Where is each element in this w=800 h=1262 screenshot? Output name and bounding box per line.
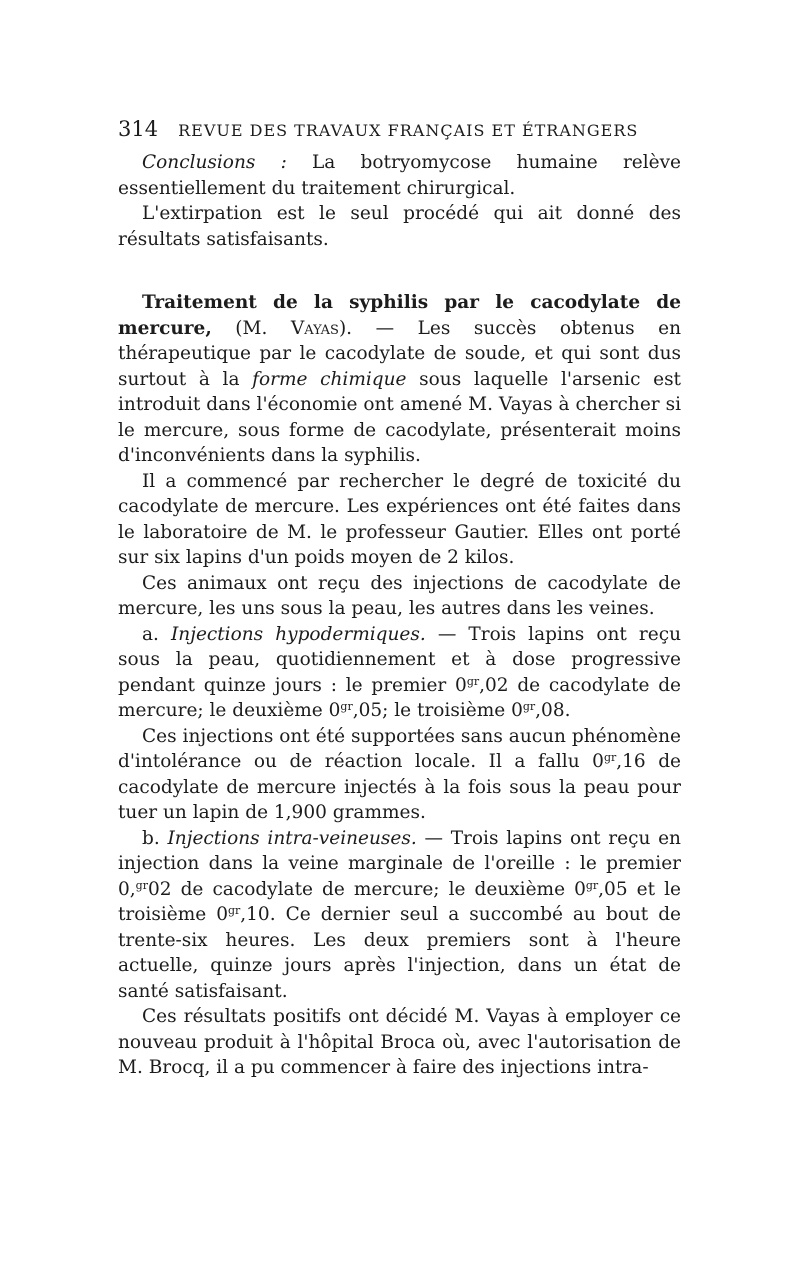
paragraph-animals: [118, 571, 681, 622]
intravenous-t4: ,10. Ce dernier seul a succombé au bout de trente-six heures. Les deux premiers sont à l'heure actuelle, quinze jours après l'injection, dans un état de santé satisfaisant.: [118, 904, 681, 1002]
paragraph-extirpation: [118, 201, 681, 252]
extirpation-text: L'extirpation est le seul procédé qui ait donné des résultats satisfaisants.: [118, 203, 681, 250]
gram-unit: gr: [585, 878, 599, 892]
hypodermic-t3: ,05; le troisième 0: [352, 700, 523, 721]
author-open: (M.: [211, 317, 291, 339]
gram-unit: gr: [135, 878, 148, 892]
paragraph-syphilis-treatment: [118, 290, 681, 469]
gram-unit: gr: [227, 904, 241, 917]
intravenous-marker: b.: [142, 827, 168, 849]
results-text: Ces résultats positifs ont décidé M. Vayas à employer ce nouveau produit à l'hôpital Broca où, avec l'autorisation de M. Brocq, il a pu commencer à faire des injections intra-: [118, 1006, 681, 1078]
tolerance-t2: ,16 de cacodylate de mercure injectés à la fois sous la peau pour tuer un lapin de 1,900 grammes.: [118, 751, 682, 823]
conclusions-text: La botryomycose humaine relève essentiellement du traitement chirurgical.: [118, 152, 681, 199]
running-header: [118, 117, 678, 141]
gram-unit: gr: [522, 700, 536, 713]
syphilis-text-b: sous laquelle l'arsenic est introduit dans l'économie ont amené M. Vayas à chercher si le mercure, sous forme de cacodylate, présenterait moins d'inconvénients dans la syphilis.: [118, 368, 681, 466]
paragraph-tolerance: [118, 724, 681, 826]
intravenous-t3: ,05 et le troisième 0: [118, 878, 681, 925]
hypodermic-marker: a.: [142, 623, 171, 645]
section-title: Traitement de la syphilis par le cacodylate de mercure,: [118, 292, 681, 339]
hypodermic-t4: ,08.: [535, 700, 571, 721]
intravenous-heading: Injections intra-veineuses.: [167, 827, 417, 849]
page-number: 314: [118, 117, 159, 141]
gram-unit: gr: [466, 674, 480, 688]
intravenous-t1: — Trois lapins ont reçu en injection dans la veine marginale de l'oreille : le premier 0,: [118, 827, 681, 900]
paragraph-intravenous: [118, 826, 681, 1005]
intravenous-t2: 02 de cacodylate de mercure; le deuxième 0: [147, 878, 586, 900]
running-title: REVUE DES TRAVAUX FRANÇAIS ET ÉTRANGERS: [178, 121, 639, 140]
hypodermic-heading: Injections hypodermiques.: [170, 623, 426, 645]
paragraph-hypodermic: [118, 622, 681, 724]
author-close: ). —: [338, 317, 418, 339]
paragraph-toxicity: [118, 469, 681, 571]
animals-text: Ces animaux ont reçu des injections de cacodylate de mercure, les uns sous la peau, les autres dans les veines.: [118, 572, 681, 619]
hypodermic-t1: — Trois lapins ont reçu sous la peau, quotidiennement et à dose progressive pendant quinze jours : le premier 0: [118, 623, 681, 696]
paragraph-conclusions: [118, 150, 681, 201]
gram-unit: gr: [340, 700, 353, 713]
syphilis-italic: forme chimique: [252, 368, 407, 390]
toxicity-text: Il a commencé par rechercher le degré de toxicité du cacodylate de mercure. Les expériences ont été faites dans le laboratoire de M. le professeur Gautier. Elles ont porté sur six lapins d'un poids moyen de 2 kilos.: [118, 470, 681, 568]
author-name: Vayas: [290, 317, 339, 339]
tolerance-t1: Ces injections ont été supportées sans aucun phénomène d'intolérance ou de réaction locale. Il a fallu 0: [118, 725, 681, 772]
body-text: [118, 150, 681, 1081]
syphilis-text-a: Les succès obtenus en thérapeutique par le cacodylate de soude, et qui sont dus surtout à la: [118, 317, 682, 390]
hypodermic-t2: ,02 de cacodylate de mercure; le deuxième 0: [118, 674, 681, 721]
gram-unit: gr: [603, 751, 617, 764]
section-gap: [118, 252, 681, 290]
conclusions-label: Conclusions :: [142, 152, 287, 173]
paragraph-results: [118, 1004, 681, 1081]
